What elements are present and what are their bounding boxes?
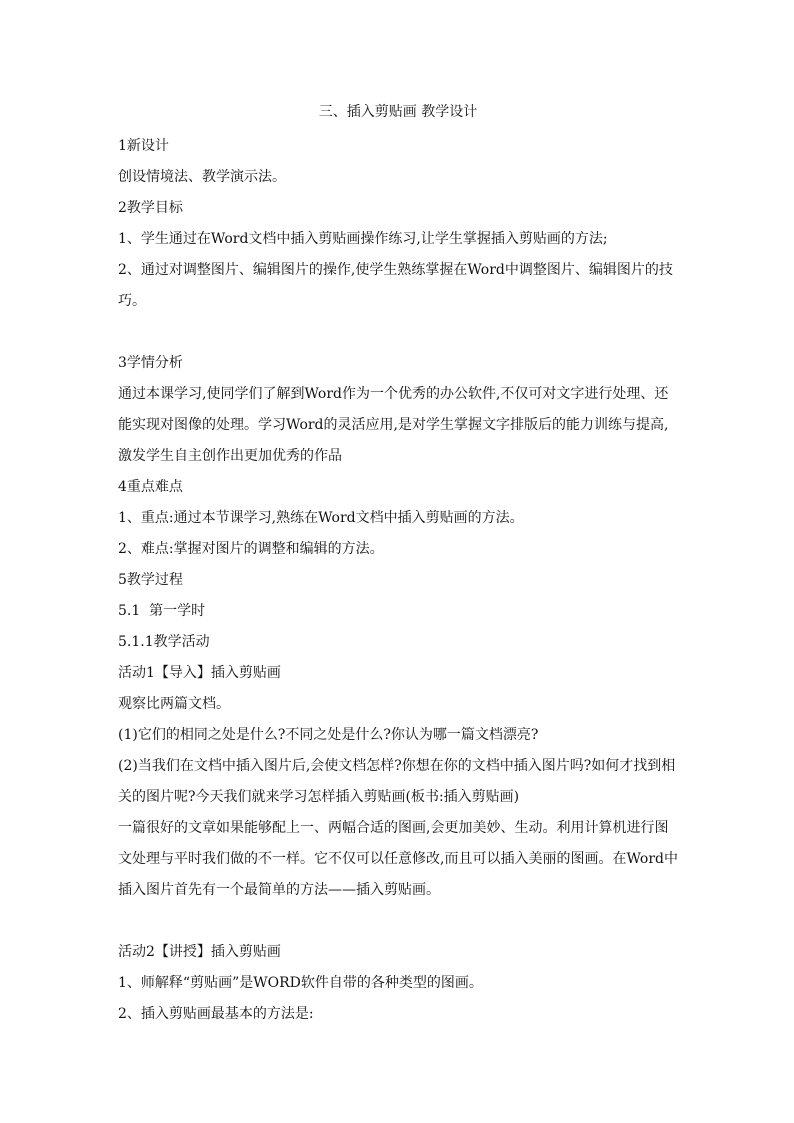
heading-student-analysis: 3学情分析 [118, 355, 183, 371]
paragraph: 2、难点:掌握对图片的调整和编辑的方法。 [118, 541, 384, 557]
blank-line [118, 906, 678, 937]
heading-activity-1: 活动1【导入】插入剪贴画 [118, 665, 281, 681]
paragraph: 创设情境法、教学演示法。 [118, 169, 286, 185]
document-title: 三、插入剪贴画 教学设计 [318, 104, 478, 120]
paragraph: 激发学生自主创作出更加优秀的作品 [118, 448, 342, 464]
paragraph: 1、重点:通过本节课学习,熟练在Word文档中插入剪贴画的方法。 [118, 510, 524, 526]
paragraph: 2、通过对调整图片、编辑图片的操作,使学生熟练掌握在Word中调整图片、编辑图片的技 [118, 262, 673, 278]
paragraph: 观察比两篇文档。 [118, 696, 230, 712]
blank-line [118, 317, 678, 348]
paragraph: 通过本课学习,使同学们了解到Word作为一个优秀的办公软件,不仅可对文字进行处理、还 [118, 386, 669, 402]
heading-first-period: 5.1 第一学时 [118, 603, 206, 619]
paragraph: 关的图片呢?今天我们就来学习怎样插入剪贴画(板书:插入剪贴画) [118, 789, 520, 805]
paragraph: (2)当我们在文档中插入图片后,会使文档怎样?你想在你的文档中插入图片吗?如何才找到相 [118, 758, 676, 774]
paragraph: 插入图片首先有一个最简单的方法——插入剪贴画。 [118, 882, 440, 898]
heading-key-difficulties: 4重点难点 [118, 479, 183, 495]
paragraph: 文处理与平时我们做的不一样。它不仅可以任意修改,而且可以插入美丽的图画。在Word中 [118, 851, 678, 867]
heading-teaching-goals: 2教学目标 [118, 200, 183, 216]
paragraph: 巧。 [118, 293, 146, 309]
heading-teaching-process: 5教学过程 [118, 572, 183, 588]
document-page [118, 100, 678, 1030]
paragraph: 一篇很好的文章如果能够配上一、两幅合适的图画,会更加美妙、生动。利用计算机进行图 [118, 820, 669, 836]
heading-new-design: 1新设计 [118, 138, 169, 154]
paragraph: (1)它们的相同之处是什么?不同之处是什么?你认为哪一篇文档漂亮? [118, 727, 539, 743]
paragraph: 1、学生通过在Word文档中插入剪贴画操作练习,让学生掌握插入剪贴画的方法; [118, 231, 608, 247]
heading-activity-2: 活动2【讲授】插入剪贴画 [118, 944, 281, 960]
heading-teaching-activities: 5.1.1教学活动 [118, 634, 210, 650]
paragraph: 1、师解释“剪贴画”是WORD软件自带的各种类型的图画。 [118, 975, 483, 991]
paragraph: 能实现对图像的处理。学习Word的灵活应用,是对学生掌握文字排版后的能力训练与提高, [118, 417, 669, 433]
paragraph: 2、插入剪贴画最基本的方法是: [118, 1006, 314, 1022]
